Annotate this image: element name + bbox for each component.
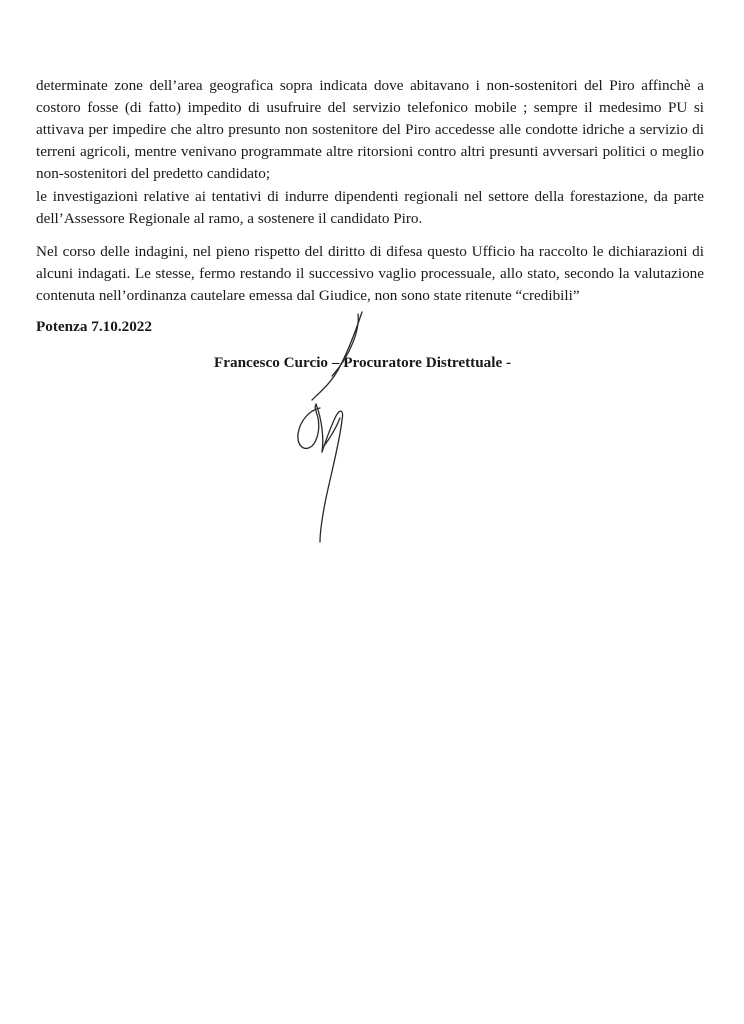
signatory-line: Francesco Curcio – Procuratore Distrettuale - xyxy=(214,354,512,371)
paragraph-forestry-investigation: le investigazioni relative ai tentativi di indurre dipendenti regionali nel settore della forestazione, da parte dell’Assessore Regionale al ramo, a sostenere il candidato Piro. xyxy=(36,188,704,227)
paragraph-statements: Nel corso delle indagini, nel pieno rispetto del diritto di difesa questo Ufficio ha raccolto le dichiarazioni di alcuni indagati. Le stesse, fermo restando il successivo vaglio processuale, allo stato, secondo la valutazione contenuta nell’ordinanza cautelare emessa dal Giudice, non sono state ritenute “credibili” xyxy=(36,243,704,304)
date-line: Potenza 7.10.2022 xyxy=(36,318,152,335)
paragraph-retaliation: determinate zone dell’area geografica sopra indicata dove abitavano i non-sostenitori del Piro affinchè a costoro fosse (di fatto) impedito di usufruire del servizio telefonico mobile ; sempre il medesimo PU si attivava per impedire che altro presunto non sostenitore del Piro accedesse alle condotte idriche a servizio di terreni agricoli, mentre venivano programmate altre ritorsioni contro altri presunti avversari politici o meglio non-sostenitori del predetto candidato; xyxy=(36,77,704,182)
handwritten-signature xyxy=(280,300,390,550)
